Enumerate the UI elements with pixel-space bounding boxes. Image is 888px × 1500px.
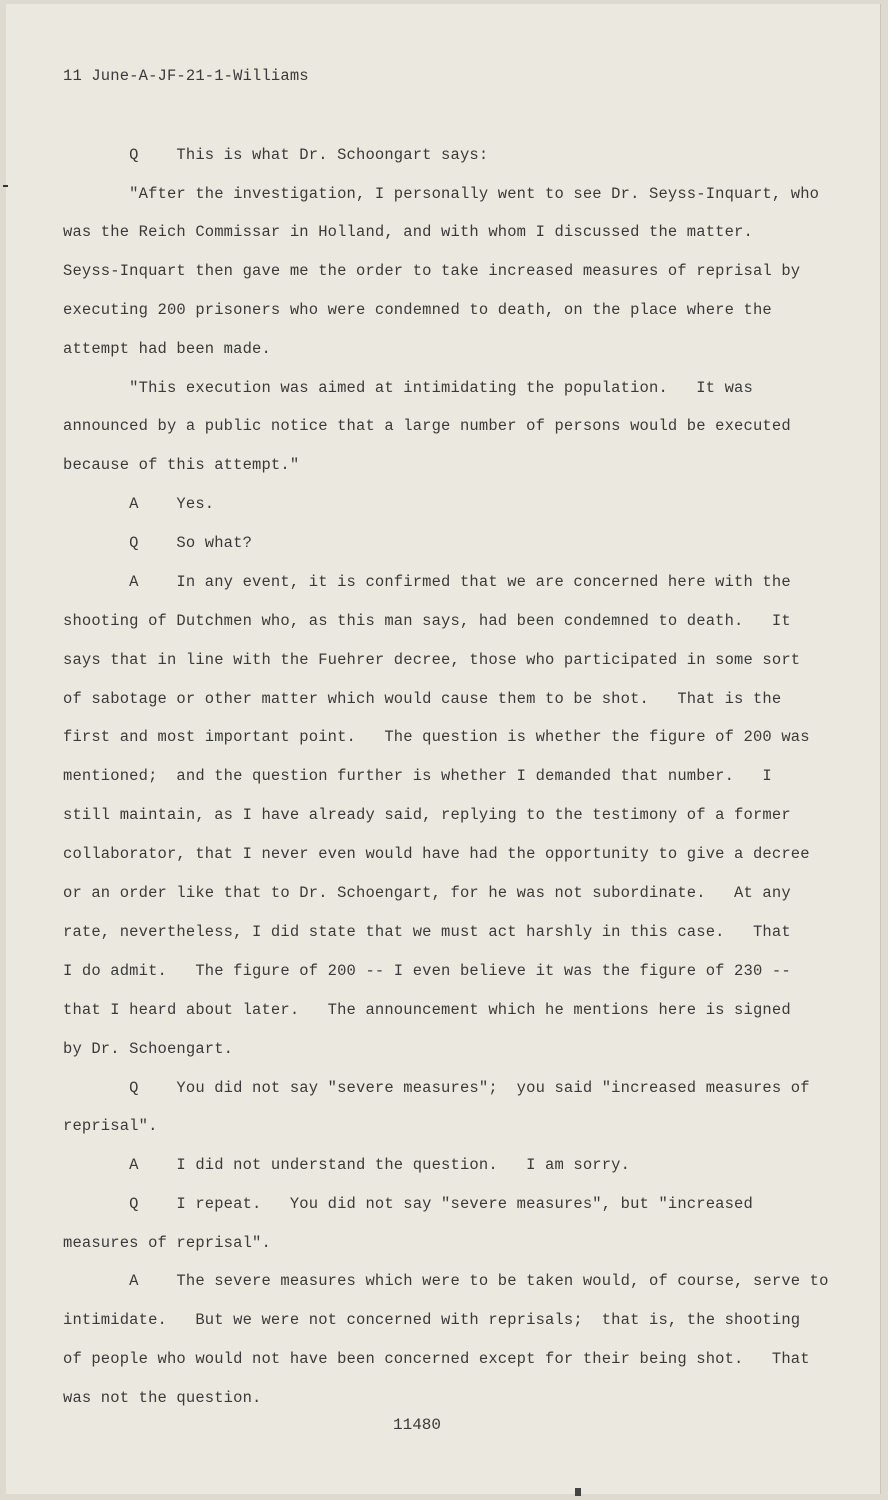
text-line: rate, nevertheless, I did state that we must act harshly in this case. That (63, 923, 791, 941)
text-line: mentioned; and the question further is whether I demanded that number. I (63, 767, 772, 785)
text-line: was the Reich Commissar in Holland, and with whom I discussed the matter. (63, 223, 753, 241)
text-line: announced by a public notice that a large number of persons would be executed (63, 417, 791, 435)
text-line: first and most important point. The question is whether the figure of 200 was (63, 728, 810, 746)
page-number: 11480 (393, 1416, 442, 1434)
text-line: Q So what? (63, 534, 253, 552)
text-line: "This execution was aimed at intimidating the population. It was (63, 379, 753, 397)
text-line: by Dr. Schoengart. (63, 1040, 234, 1058)
text-line: executing 200 prisoners who were condemned to death, on the place where the (63, 301, 772, 319)
text-line: intimidate. But we were not concerned with reprisals; that is, the shooting (63, 1311, 801, 1329)
text-line: I do admit. The figure of 200 -- I even believe it was the figure of 230 -- (63, 962, 791, 980)
text-line: attempt had been made. (63, 340, 271, 358)
text-line: "After the investigation, I personally went to see Dr. Seyss-Inquart, who (63, 185, 820, 203)
text-line: reprisal". (63, 1117, 158, 1135)
text-line: still maintain, as I have already said, replying to the testimony of a former (63, 806, 791, 824)
text-line: collaborator, that I never even would have had the opportunity to give a decree (63, 845, 810, 863)
text-line: A In any event, it is confirmed that we are concerned here with the (63, 573, 791, 591)
text-line: or an order like that to Dr. Schoengart, for he was not subordinate. At any (63, 884, 791, 902)
text-line: says that in line with the Fuehrer decree, those who participated in some sort (63, 651, 801, 669)
text-line: that I heard about later. The announcement which he mentions here is signed (63, 1001, 791, 1019)
text-line: because of this attempt." (63, 456, 300, 474)
text-line: Q This is what Dr. Schoongart says: (63, 146, 489, 164)
text-line: A Yes. (63, 495, 215, 513)
margin-mark (575, 1488, 581, 1496)
text-line: shooting of Dutchmen who, as this man says, had been condemned to death. It (63, 612, 791, 630)
text-line: measures of reprisal". (63, 1234, 271, 1252)
text-line: Q You did not say "severe measures"; you said "increased measures of (63, 1079, 810, 1097)
text-line: was not the question. (63, 1389, 262, 1407)
margin-mark (3, 185, 8, 187)
text-line: A I did not understand the question. I am sorry. (63, 1156, 631, 1174)
text-line: of people who would not have been concerned except for their being shot. That (63, 1350, 810, 1368)
text-line: Seyss-Inquart then gave me the order to take increased measures of reprisal by (63, 262, 801, 280)
text-line: of sabotage or other matter which would cause them to be shot. That is the (63, 690, 782, 708)
text-line: Q I repeat. You did not say "severe measures", but "increased (63, 1195, 753, 1213)
text-line: A The severe measures which were to be taken would, of course, serve to (63, 1272, 829, 1290)
page-header: 11 June-A-JF-21-1-Williams (63, 67, 309, 85)
